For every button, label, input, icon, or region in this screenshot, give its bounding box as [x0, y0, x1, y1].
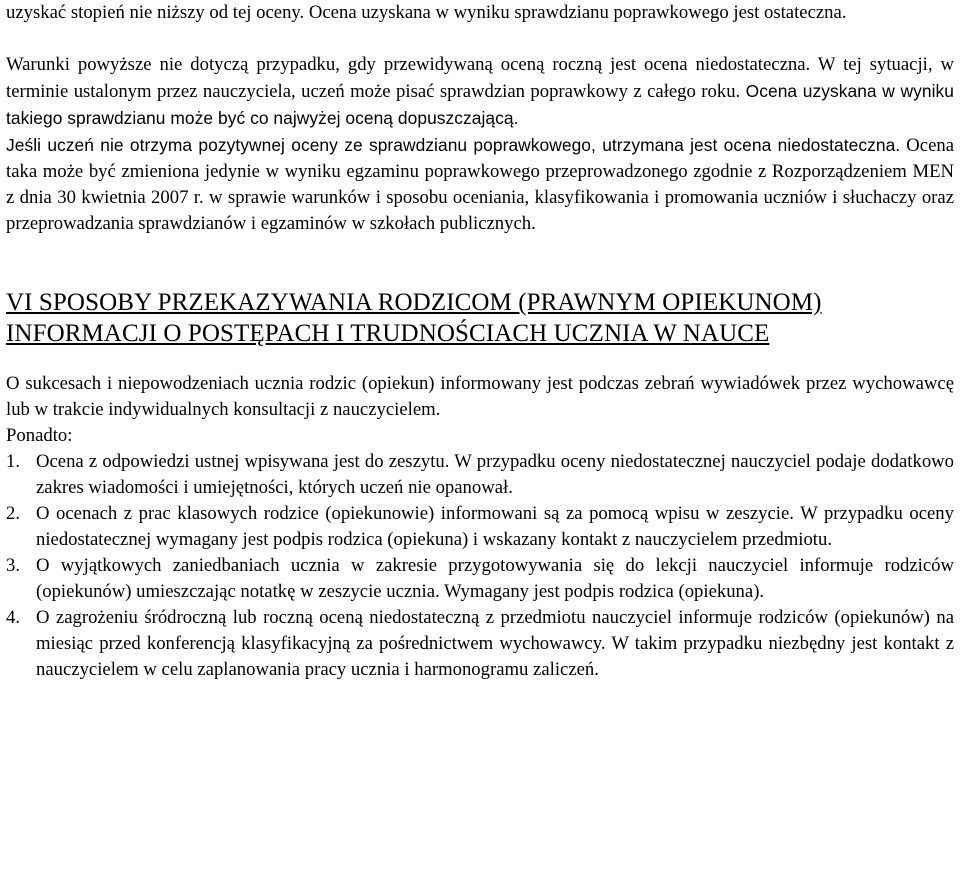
list-item-text: O zagrożeniu śródroczną lub roczną oceną niedostateczną z przedmiotu nauczyciel informuje rodziców (opiekunów) na miesiąc przed konferencją klasyfikacyjną za pośrednictwem wychowawcy. W takim przypadku niezbędny jest kontakt z nauczycielem w celu zaplanowania pracy ucznia i harmonogramu zaliczeń. [36, 607, 954, 680]
paragraph-intro: O sukcesach i niepowodzeniach ucznia rodzic (opiekun) informowany jest podczas zebrań wywiadówek przez wychowawcę lub w trakcie indywidualnych konsultacji z nauczycielem. [6, 373, 954, 420]
list-item-text: Ocena z odpowiedzi ustnej wpisywana jest do zeszytu. [36, 451, 450, 472]
paragraph-conditions-grade-text: Ocena uzyskana w wyniku takiego sprawdzianu może być co najwyżej oceną dopuszczającą. [6, 81, 954, 128]
list-item-text: O ocenach z prac klasowych rodzice (opiekunowie) informowani są za pomocą wpisu w zeszycie. W przypadku oceny niedostatecznej wymagany jest podpis rodzica (opiekuna) i wskazany kontakt z nauczycielem przedmiotu. [36, 503, 954, 550]
section-heading-line-2: INFORMACJI O POSTĘPACH I TRUDNOŚCIACH UCZNIA W NAUCE [6, 320, 770, 347]
list-item-number: 1. [6, 451, 21, 472]
paragraph-negative-result [6, 132, 954, 237]
paragraph-conditions [6, 52, 954, 132]
info-list [6, 449, 954, 683]
list-item [6, 449, 954, 501]
paragraph-exam-regulation-text: Ocena taka może być zmieniona jedynie w wyniku egzaminu poprawkowego przeprowadzonego zgodnie z Rozporządzeniem MEN z dnia 30 kwietnia 2007 r. w sprawie warunków i sposobu oceniania, klasyfikowania i promowania uczniów i słuchaczy oraz przeprowadzania sprawdzianów i egzaminów w szkołach publicznych. [6, 135, 955, 234]
paragraph-negative-result-text: Jeśli uczeń nie otrzyma pozytywnej oceny ze sprawdzianu poprawkowego, utrzymana jest ocena niedostateczna. [6, 135, 901, 155]
list-item-number: 3. [6, 555, 21, 576]
list-item [6, 605, 954, 683]
list-item [6, 501, 954, 553]
paragraph-conditions-text: Warunki powyższe nie dotyczą przypadku, gdy przewidywaną oceną roczną jest ocena niedostateczna. W tej sytuacji, w terminie ustalonym przez nauczyciela, uczeń może pisać sprawdzian poprawkowy z całego roku. [6, 54, 954, 102]
list-item [6, 553, 954, 605]
ponadto-label: Ponadto: [6, 425, 73, 446]
section-heading [6, 287, 954, 349]
section-heading-line-1: VI SPOSOBY PRZEKAZYWANIA RODZICOM (PRAWNYM OPIEKUNOM) [6, 289, 822, 316]
paragraph-retake-final: uzyskać stopień nie niższy od tej oceny. Ocena uzyskana w wyniku sprawdzianu poprawkowego jest ostateczna. [6, 2, 847, 23]
list-item-text: O wyjątkowych zaniedbaniach ucznia w zakresie przygotowywania się do lekcji nauczyciel informuje rodziców (opiekunów) umieszczając notatkę w zeszycie ucznia. Wymagany jest podpis rodzica (opiekuna). [36, 555, 954, 602]
list-item-text-continued: W przypadku oceny niedostatecznej nauczyciel podaje dodatkowo zakres wiadomości i umiejętności, których uczeń nie opanował. [36, 451, 954, 498]
list-item-number: 4. [6, 607, 21, 628]
list-item-number: 2. [6, 503, 21, 524]
